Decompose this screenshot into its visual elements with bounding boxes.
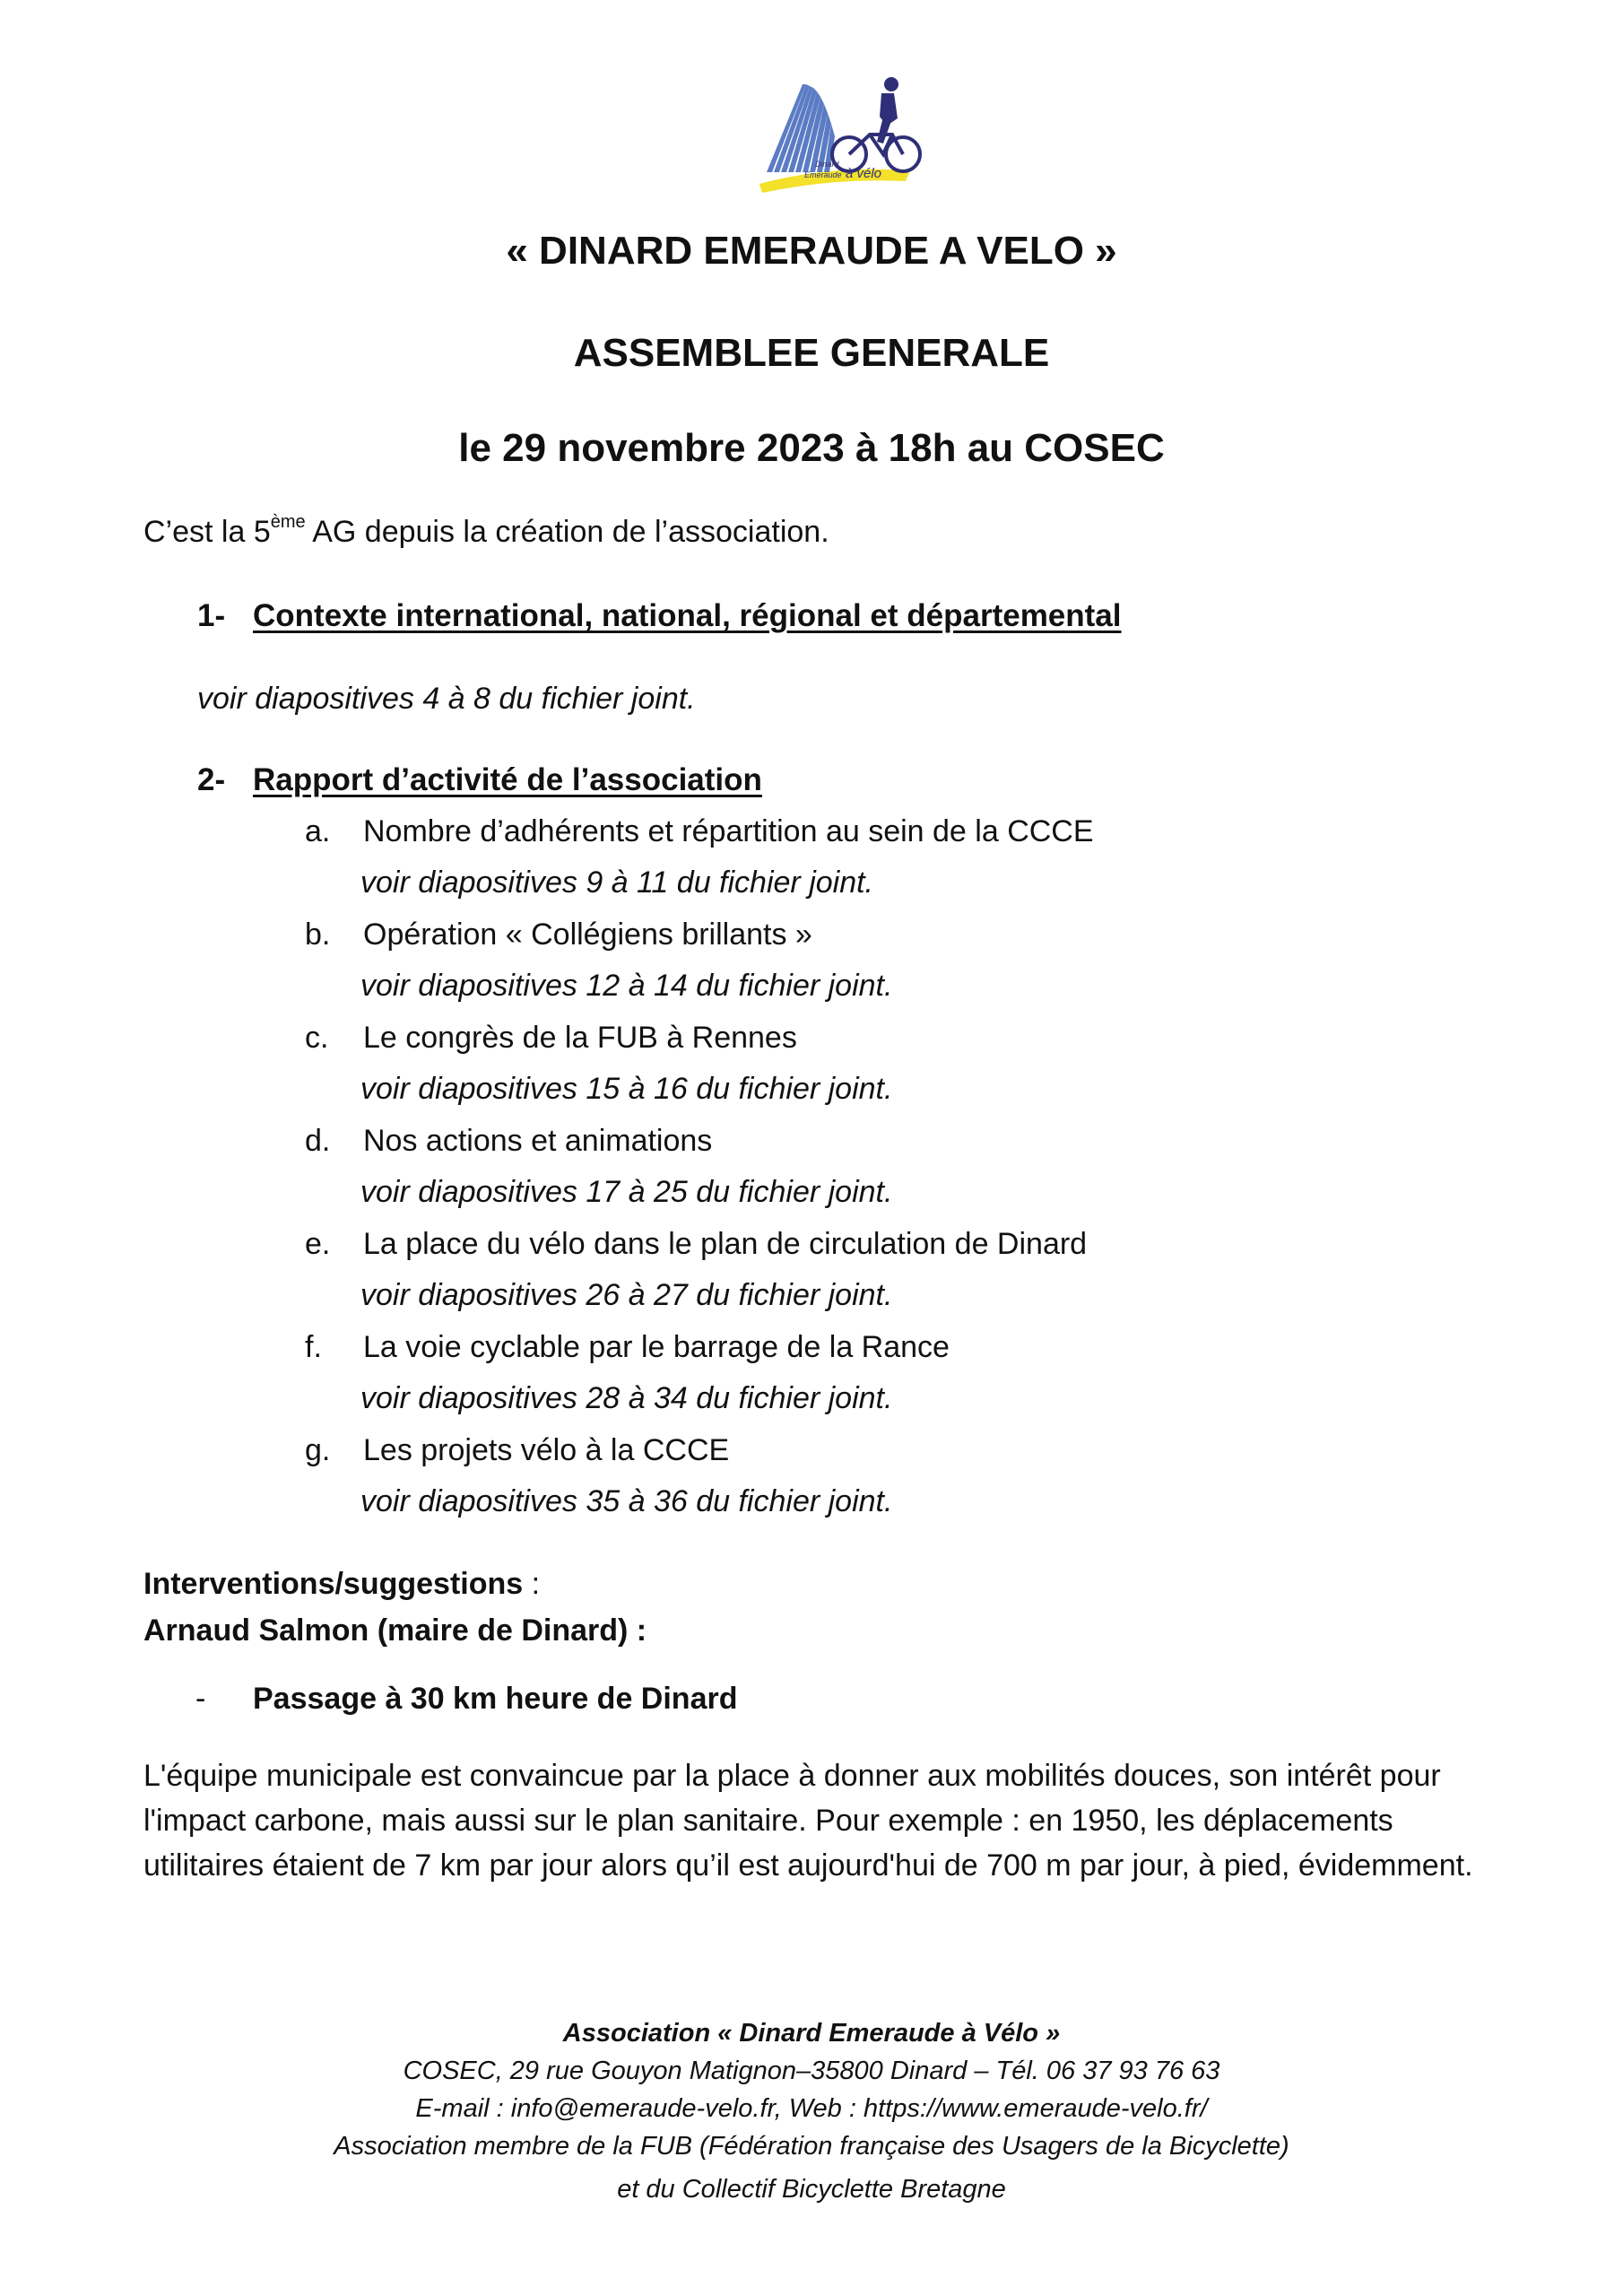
bullet-text: Passage à 30 km heure de Dinard (253, 1682, 738, 1716)
item-letter: e. (305, 1227, 331, 1261)
list-item (305, 1223, 1471, 1326)
item-letter: c. (305, 1021, 329, 1055)
svg-text:Emeraude: Emeraude (804, 170, 842, 179)
item-note: voir diapositives 9 à 11 du fichier joint. (360, 865, 874, 900)
item-label: Le congrès de la FUB à Rennes (363, 1021, 797, 1055)
intro-text-before: C’est la 5 (143, 515, 271, 549)
item-note: voir diapositives 17 à 25 du fichier joint. (360, 1175, 893, 1209)
item-label: Nos actions et animations (363, 1124, 713, 1158)
speaker-line (143, 1607, 647, 1654)
section-2-heading (197, 760, 762, 801)
list-item (305, 914, 1471, 1017)
footer-association-name: Association « Dinard Emeraude à Vélo » (562, 2019, 1061, 2048)
item-label: La voie cyclable par le barrage de la Rance (363, 1330, 950, 1364)
section-2-number: 2- (197, 762, 226, 797)
item-letter: a. (305, 814, 331, 848)
item-note: voir diapositives 12 à 14 du fichier joint. (360, 969, 893, 1003)
item-letter: b. (305, 918, 331, 952)
footer-address: COSEC, 29 rue Gouyon Matignon–35800 Dinard – Tél. 06 37 93 76 63 (403, 2057, 1220, 2085)
bullet-dash: - (195, 1682, 206, 1716)
list-item (305, 1430, 1471, 1533)
item-note: voir diapositives 28 à 34 du fichier joint. (360, 1381, 893, 1415)
section-1-number: 1- (197, 598, 226, 633)
interventions-heading-line (143, 1561, 647, 1607)
section-2-title: Rapport d’activité de l’association (253, 762, 762, 797)
speaker-name: Arnaud Salmon (maire de Dinard) : (143, 1613, 647, 1648)
bullet-point (195, 1678, 737, 1719)
intro-sentence (143, 511, 829, 552)
list-item (305, 1326, 1471, 1430)
intro-superscript: ème (270, 512, 306, 532)
footer-contact: E-mail : info@emeraude-velo.fr, Web : https://www.emeraude-velo.fr/ (415, 2094, 1208, 2123)
logo-graphic (749, 72, 937, 193)
interventions-heading-colon: : (523, 1567, 541, 1601)
interventions-block (143, 1561, 647, 1654)
section-1-note: voir diapositives 4 à 8 du fichier joint. (197, 682, 696, 716)
document-subtitle: ASSEMBLEE GENERALE (573, 331, 1050, 375)
item-letter: f. (305, 1330, 322, 1364)
item-label: Opération « Collégiens brillants » (363, 918, 812, 952)
svg-text:Dinard: Dinard (815, 160, 839, 169)
intro-text-after: AG depuis la création de l’association. (305, 515, 829, 549)
meeting-date-line: le 29 novembre 2023 à 18h au COSEC (458, 426, 1165, 470)
footer-collective: et du Collectif Bicyclette Bretagne (617, 2175, 1006, 2204)
footer (0, 2014, 1623, 2208)
item-note: voir diapositives 26 à 27 du fichier joint. (360, 1278, 893, 1312)
footer-membership: Association membre de la FUB (Fédération française des Usagers de la Bicyclette) (334, 2132, 1289, 2161)
association-logo (749, 72, 937, 193)
item-letter: d. (305, 1124, 331, 1158)
item-label: Nombre d’adhérents et répartition au sein de la CCCE (363, 814, 1094, 848)
item-label: Les projets vélo à la CCCE (363, 1433, 730, 1467)
item-note: voir diapositives 35 à 36 du fichier joint. (360, 1484, 893, 1518)
item-letter: g. (305, 1433, 331, 1467)
body-paragraph: L'équipe municipale est convaincue par la place à donner aux mobilités douces, son intérêt pour l'impact carbone, mais aussi sur le plan sanitaire. Pour exemple : en 1950, les déplacements utilitaires étaient de 7 km par jour alors qu’il est aujourd'hui de 700 m par jour, à pied, évidemment. (143, 1759, 1473, 1883)
interventions-heading: Interventions/suggestions (143, 1567, 524, 1601)
list-item (305, 1017, 1471, 1120)
section-1-heading (197, 596, 1122, 637)
document-title: « DINARD EMERAUDE A VELO » (506, 229, 1117, 273)
item-label: La place du vélo dans le plan de circulation de Dinard (363, 1227, 1088, 1261)
list-item (305, 811, 1471, 914)
svg-text:à vélo: à vélo (846, 166, 882, 181)
list-item (305, 1120, 1471, 1223)
section-1-title: Contexte international, national, régional et départemental (253, 598, 1122, 633)
section-2-items (305, 811, 1471, 1533)
item-note: voir diapositives 15 à 16 du fichier joint. (360, 1072, 893, 1106)
